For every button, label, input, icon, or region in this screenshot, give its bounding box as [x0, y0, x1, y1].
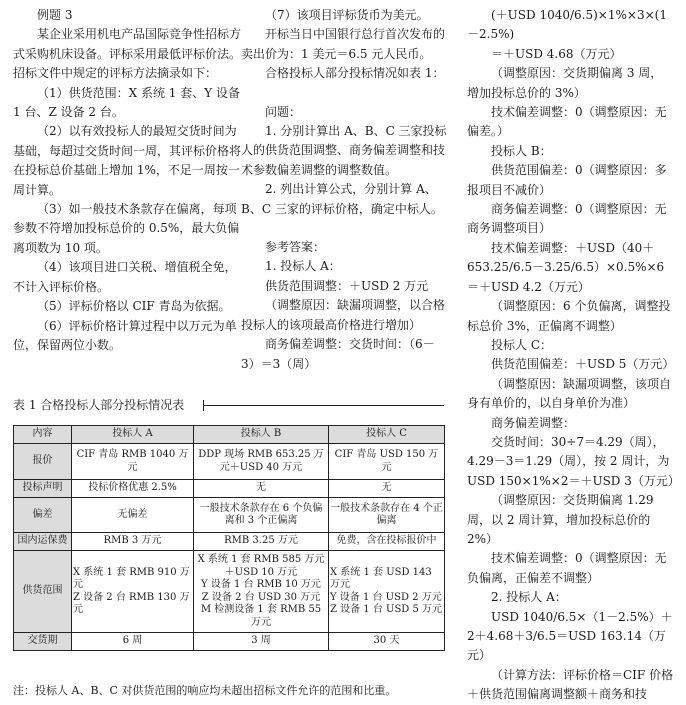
table-row: [14, 444, 445, 480]
paragraph: 商务偏差调整：0（调整原因：无商务调整项目）: [467, 202, 667, 236]
paragraph: （调整原因：交货期偏离 3 周，增加投标总价的 3%）: [467, 66, 663, 100]
column-1: [13, 6, 244, 355]
caption-rule: [203, 405, 444, 406]
question-heading: 问题：: [265, 104, 302, 119]
cell: 3 周: [194, 633, 329, 651]
paragraph: 1. 分别计算出 A、B、C 三家投标人的供货范围调整、商务偏差调整和技术参数偏差调整的调整数值。: [241, 124, 447, 177]
row-label: 报价: [14, 444, 72, 480]
cell: CIF 青岛 RMB 1040 万元: [72, 444, 194, 480]
cell: 6 周: [72, 633, 194, 651]
table-caption-text: 表 1 合格投标人部分投标情况表: [13, 398, 185, 412]
paragraph: （调整原因：缺漏项调整，以合格投标人的该项最高价格进行增加）: [241, 298, 446, 332]
paragraph: 供货范围偏差：＋USD 5（万元）: [491, 357, 675, 372]
cell: RMB 3 万元: [72, 533, 194, 551]
cell: 一般技术条款存在 4 个正偏离: [329, 498, 445, 533]
paragraph: （1）供货范围：X 系统 1 套、Y 设备 1 台、Z 设备 2 台。: [13, 85, 240, 120]
row-label: 偏差: [14, 498, 72, 533]
paragraph: （计算方法：评标价格＝CIF 价格＋供货范围偏离调整额＋商务和技: [467, 667, 674, 702]
answer-heading: 参考答案：: [265, 240, 326, 255]
cell: 30 天: [329, 633, 445, 651]
paragraph: 某企业采用机电产品国际竞争性招标方式采购机床设备。评标采用最低评标价法。招标文件中规定的评标方法摘录如下：: [13, 27, 242, 81]
row-label: 投标声明: [14, 480, 72, 498]
paragraph: （3）如一般技术条款存在偏离，每项参数不符增加投标总价的 0.5%，最大负偏离项数为 10 项。: [13, 202, 240, 255]
paragraph: 技术偏差调整：＋USD（40＋653.25/6.5－3.25/6.5）×0.5%×6＝＋USD 4.2（万元）: [467, 240, 665, 294]
paragraph: 供货范围偏差：0（调整原因：多报项目不减价）: [467, 163, 667, 197]
row-label: 供货范围: [14, 551, 72, 633]
paragraph: （调整原因：6 个负偏离，调整投标总价 3%，正偏离不调整）: [467, 299, 671, 333]
table-row: [14, 533, 445, 551]
paragraph: （调整原因：缺漏项调整，该项自身有单价的，以自身单价为准）: [467, 376, 672, 411]
paragraph: （调整原因：交货期偏离 1.29 周，以 2 周计算，增加投标总价的 2%）: [467, 493, 654, 546]
paragraph: 合格投标人部分投标情况如表 1：: [265, 66, 445, 81]
paragraph: （2）以有效投标人的最短交货时间为基础，每超过交货时间一周，其评标价格将在投标总价基础上增加 1%，不足一周按一周计算。: [13, 124, 242, 197]
paragraph: 交货时间：30÷7＝4.29（周），4.29－3＝1.29（周），按 2 周计，为 USD 150×1%×2＝＋USD 3（万元）: [467, 434, 680, 488]
cell: 无: [329, 480, 445, 498]
table-note: 注：投标人 A、B、C 对供货范围的响应均未超出招标文件允许的范围和比重。: [13, 684, 397, 697]
table-row: [14, 633, 445, 651]
column-3: [467, 6, 680, 705]
cell: 投标价格优惠 2.5%: [72, 480, 194, 498]
row-label: 交货期: [14, 633, 72, 651]
paragraph: 技术偏差调整：0（调整原因：无偏差。）: [467, 105, 667, 139]
cell: 无偏差: [72, 498, 194, 533]
cell: 一般技术条款存在 6 个负偏离和 3 个正偏离: [194, 498, 329, 533]
paragraph: 2. 投标人 A：: [491, 590, 567, 605]
table-header-row: [14, 426, 445, 444]
paragraph: 投标人 B：: [491, 143, 552, 158]
cell: CIF 青岛 USD 150 万元: [329, 444, 445, 480]
paragraph: 投标人 C：: [491, 337, 552, 352]
bid-table: [13, 425, 445, 651]
paragraph: （5）评标价格以 CIF 青岛为依据。: [37, 299, 231, 314]
paragraph: 2. 列出计算公式，分别计算 A、B、C 三家的评标价格，确定中标人。: [241, 182, 443, 216]
paragraph: 技术偏差调整：0（调整原因：无负偏离，正偏差不调整）: [467, 551, 667, 585]
cell: X 系统 1 套 USD 143 万元 Y 设备 1 台 USD 2 万元 Z 设备 1 台 USD 5 万元: [329, 551, 445, 633]
paragraph: 商务偏差调整：: [491, 415, 576, 430]
cell: RMB 3.25 万元: [194, 533, 329, 551]
table-row: [14, 551, 445, 633]
example-title: 例题 3: [37, 8, 73, 22]
paragraph: 1. 投标人 A：: [265, 259, 341, 274]
cell: X 系统 1 套 RMB 585 万元＋USD 10 万元 Y 设备 1 台 RMB 10 万元 Z 设备 2 台 USD 30 万元 M 检测设备 1 套 RMB 55 万元: [194, 551, 329, 633]
table-row: [14, 480, 445, 498]
paragraph: （6）评标价格计算过程中以万元为单位，保留两位小数。: [13, 318, 237, 352]
table-row: [14, 498, 445, 533]
cell: DDP 现场 RMB 653.25 万元＋USD 40 万元: [194, 444, 329, 480]
cell: X 系统 1 套 RMB 910 万元 Z 设备 2 台 RMB 130 万元: [72, 551, 194, 633]
paragraph: 商务偏差调整：交货时间：（6－3）＝3（周）: [241, 337, 435, 371]
cell: 免费，含在投标报价中: [329, 533, 445, 551]
paragraph: USD 1040/6.5×（1－2.5%）＋2＋4.68＋3/6.5＝USD 163.14（万元）: [467, 609, 673, 663]
header-cell: 内容: [14, 426, 72, 444]
paragraph: 供货范围调整：＋USD 2 万元: [265, 278, 429, 293]
header-cell: 投标人 B: [194, 426, 329, 444]
cell: 无: [194, 480, 329, 498]
paragraph: 开标当日中国银行总行首次发布的卖出价为：1 美元＝6.5 元人民币。: [241, 27, 446, 61]
row-label: 国内运保费: [14, 533, 72, 551]
paragraph: （7）该项目评标货币为美元。: [265, 8, 429, 22]
paragraph: (＋USD 1040/6.5)×1%×3×(1－2.5%): [467, 8, 667, 42]
header-cell: 投标人 C: [329, 426, 445, 444]
header-cell: 投标人 A: [72, 426, 194, 444]
paragraph: ＝＋USD 4.68（万元）: [491, 46, 622, 61]
paragraph: （4）该项目进口关税、增值税全免，不计入评标价格。: [13, 260, 237, 294]
table-caption: [13, 395, 444, 415]
column-2: [241, 6, 447, 374]
